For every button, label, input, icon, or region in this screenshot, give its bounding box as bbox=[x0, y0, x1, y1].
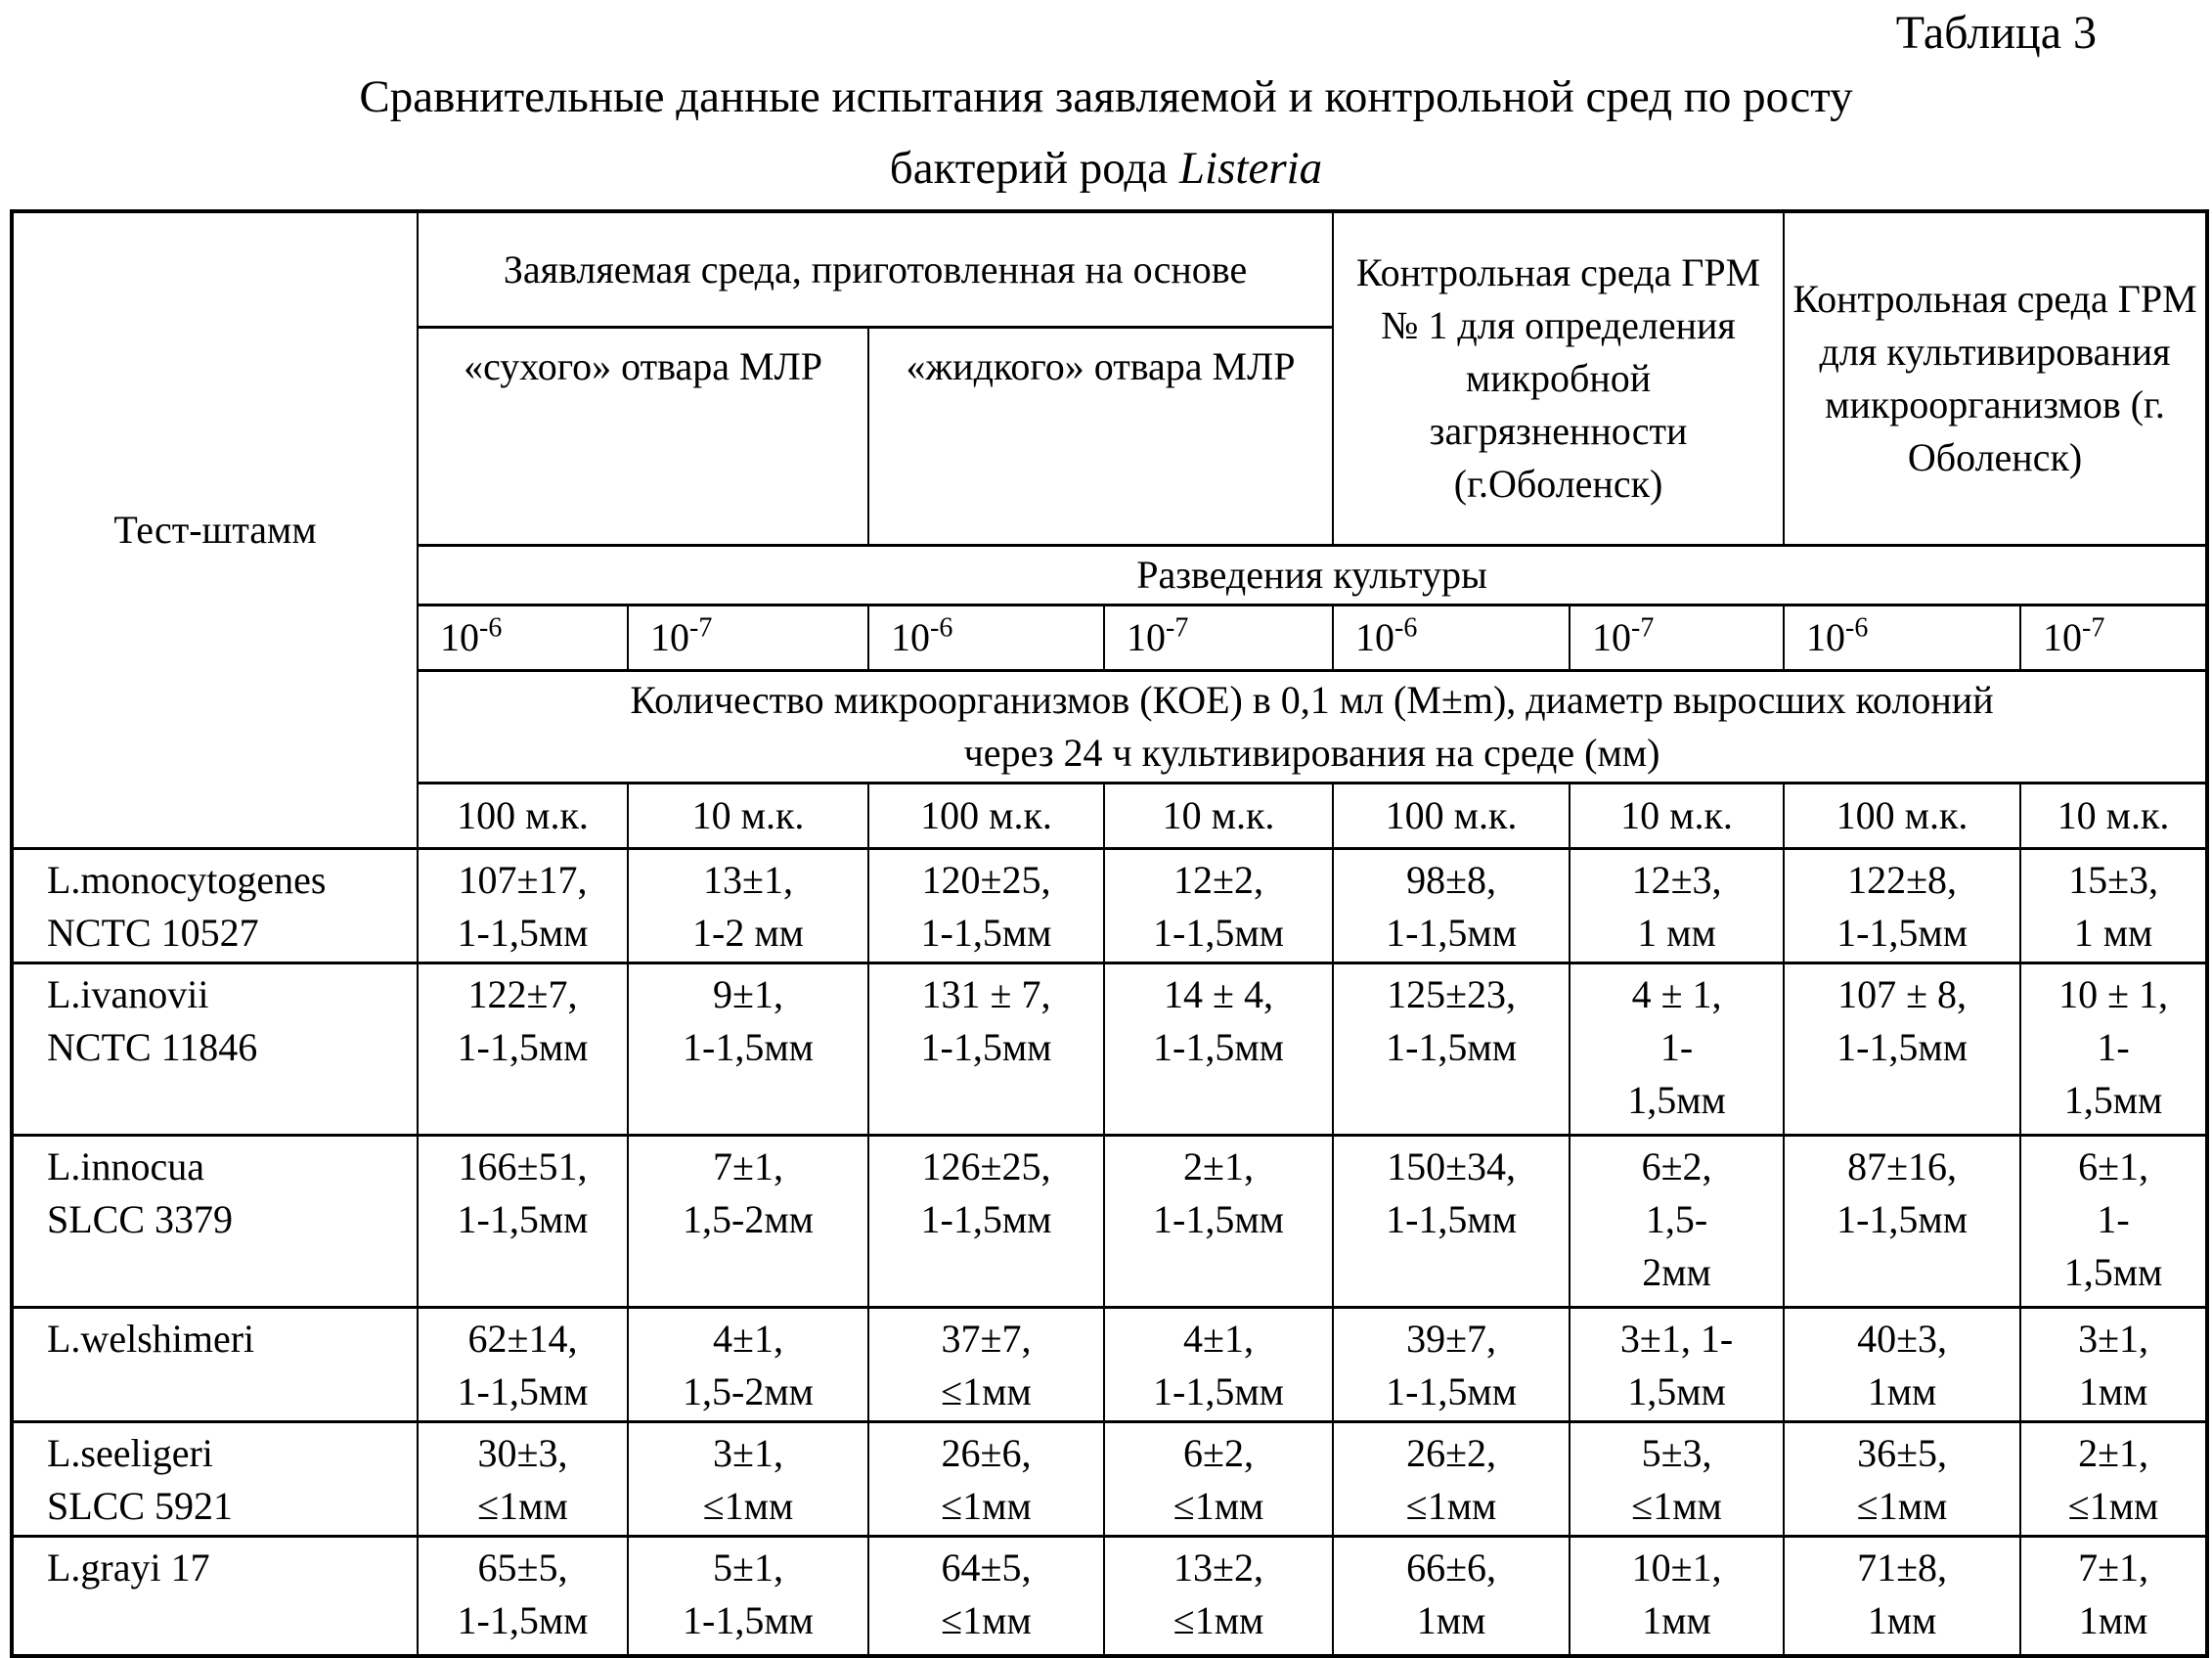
value-line: 13±1, bbox=[703, 857, 793, 902]
value-line: 1-1,5мм bbox=[1386, 910, 1518, 955]
strain-line: SLCC 3379 bbox=[47, 1196, 234, 1241]
strain-line: NCTC 10527 bbox=[47, 910, 259, 955]
value-cell bbox=[628, 963, 868, 1135]
value-line: 39±7, bbox=[1406, 1316, 1497, 1361]
value-line: 1-1,5мм bbox=[1386, 1368, 1518, 1413]
value-cell bbox=[868, 1421, 1104, 1536]
value-line: ≤1мм bbox=[941, 1483, 1032, 1528]
value-line: ≤1мм bbox=[2067, 1483, 2159, 1528]
value-cell bbox=[1104, 1536, 1333, 1656]
value-line: 1 мм bbox=[1637, 910, 1716, 955]
dilution-exponent: -7 bbox=[1166, 612, 1189, 644]
value-line: ≤1мм bbox=[1172, 1483, 1264, 1528]
value-line: 40±3, bbox=[1857, 1316, 1948, 1361]
value-cell bbox=[1333, 1135, 1570, 1307]
value-line: 7±1, bbox=[2078, 1545, 2149, 1590]
value-line: 122±7, bbox=[467, 971, 578, 1016]
value-cell bbox=[2020, 848, 2207, 963]
value-cell bbox=[628, 848, 868, 963]
value-line: 87±16, bbox=[1847, 1143, 1958, 1188]
value-line: 1-1,5мм bbox=[457, 1597, 589, 1642]
value-cell bbox=[628, 1421, 868, 1536]
value-cell bbox=[628, 1536, 868, 1656]
value-line: 36±5, bbox=[1857, 1430, 1948, 1475]
strain-cell bbox=[12, 1421, 418, 1536]
value-line: ≤1мм bbox=[1856, 1483, 1948, 1528]
dilution-base: 10 bbox=[1806, 614, 1846, 659]
strain-line: NCTC 11846 bbox=[47, 1024, 258, 1069]
value-line: 6±2, bbox=[1183, 1430, 1254, 1475]
value-cell bbox=[868, 848, 1104, 963]
value-line: 65±5, bbox=[477, 1545, 568, 1590]
dose-header-cell: 10 м.к. bbox=[628, 783, 868, 848]
dose-header-cell: 100 м.к. bbox=[868, 783, 1104, 848]
value-line: 2мм bbox=[1642, 1249, 1711, 1294]
value-cell bbox=[418, 1536, 628, 1656]
value-line: 120±25, bbox=[921, 857, 1051, 902]
table-title bbox=[0, 62, 2212, 204]
table-row bbox=[12, 963, 2207, 1135]
dilution-base: 10 bbox=[650, 614, 689, 659]
strain-cell bbox=[12, 1307, 418, 1421]
value-line: ≤1мм bbox=[1631, 1483, 1722, 1528]
value-cell bbox=[868, 1135, 1104, 1307]
value-line: 1-1,5мм bbox=[1386, 1024, 1518, 1069]
value-cell bbox=[1333, 963, 1570, 1135]
dilution-cell bbox=[1784, 605, 2020, 670]
table-title-line1: Сравнительные данные испытания заявляемой и контрольной сред по росту bbox=[359, 70, 1853, 122]
value-line: 1- bbox=[2097, 1024, 2130, 1069]
dilution-exponent: -6 bbox=[930, 612, 953, 644]
value-line: 1-1,5мм bbox=[457, 1024, 589, 1069]
value-line: ≤1мм bbox=[941, 1597, 1032, 1642]
value-cell bbox=[1784, 1307, 2020, 1421]
value-cell bbox=[1570, 1307, 1784, 1421]
strain-cell bbox=[12, 963, 418, 1135]
value-line: 5±3, bbox=[1641, 1430, 1712, 1475]
value-line: 26±2, bbox=[1406, 1430, 1497, 1475]
value-line: 71±8, bbox=[1857, 1545, 1948, 1590]
value-cell bbox=[1784, 963, 2020, 1135]
dilution-cell bbox=[2020, 605, 2207, 670]
strain-cell bbox=[12, 1536, 418, 1656]
value-cell bbox=[1570, 1135, 1784, 1307]
dilution-base: 10 bbox=[2043, 614, 2083, 659]
value-line: 1-1,5мм bbox=[1836, 910, 1969, 955]
dilution-cell bbox=[1104, 605, 1333, 670]
value-line: 1-1,5мм bbox=[1386, 1196, 1518, 1241]
value-line: 1-1,5мм bbox=[1153, 1196, 1284, 1241]
value-cell bbox=[1333, 848, 1570, 963]
value-line: 131 ± 7, bbox=[921, 971, 1051, 1016]
value-cell bbox=[1784, 1421, 2020, 1536]
value-line: 37±7, bbox=[941, 1316, 1032, 1361]
value-line: 1-1,5мм bbox=[683, 1024, 814, 1069]
value-line: 1мм bbox=[1867, 1597, 1937, 1642]
strain-line: L.ivanovii bbox=[47, 971, 209, 1016]
header-row-groups bbox=[12, 211, 2207, 327]
dilution-cell bbox=[1333, 605, 1570, 670]
dilution-cell bbox=[868, 605, 1104, 670]
value-cell bbox=[2020, 1135, 2207, 1307]
dilution-exponent: -7 bbox=[689, 612, 713, 644]
value-line: 1,5- bbox=[1645, 1196, 1708, 1241]
strain-cell bbox=[12, 848, 418, 963]
value-line: 15±3, bbox=[2068, 857, 2159, 902]
value-cell bbox=[1570, 848, 1784, 963]
table-title-line2 bbox=[0, 133, 2212, 204]
value-line: 1-1,5мм bbox=[683, 1597, 814, 1642]
value-cell bbox=[868, 1307, 1104, 1421]
subgroup-header-dry-broth: «сухого» отвара МЛР bbox=[418, 327, 868, 545]
value-line: 1-1,5мм bbox=[1153, 1024, 1284, 1069]
cfu-title-cell bbox=[418, 670, 2207, 783]
value-line: 1-1,5мм bbox=[1836, 1196, 1969, 1241]
value-line: 150±34, bbox=[1387, 1143, 1517, 1188]
value-line: 3±1, bbox=[713, 1430, 783, 1475]
value-line: ≤1мм bbox=[702, 1483, 794, 1528]
value-line: 1-1,5мм bbox=[920, 1196, 1052, 1241]
dilution-base: 10 bbox=[891, 614, 930, 659]
value-line: 6±2, bbox=[1641, 1143, 1712, 1188]
dilution-exponent: -6 bbox=[1845, 612, 1869, 644]
value-line: 125±23, bbox=[1387, 971, 1517, 1016]
dilution-exponent: -6 bbox=[1394, 612, 1418, 644]
value-line: ≤1мм bbox=[1405, 1483, 1497, 1528]
value-line: 1мм bbox=[1867, 1368, 1937, 1413]
value-cell bbox=[1570, 1536, 1784, 1656]
strain-line: L.innocua bbox=[47, 1143, 205, 1188]
value-cell bbox=[628, 1135, 868, 1307]
value-cell bbox=[628, 1307, 868, 1421]
value-line: 6±1, bbox=[2078, 1143, 2149, 1188]
value-cell bbox=[1104, 1421, 1333, 1536]
test-strain-header-cell: Тест-штамм bbox=[12, 211, 418, 848]
table-body bbox=[12, 211, 2207, 1656]
data-table bbox=[10, 209, 2209, 1658]
strain-cell bbox=[12, 1135, 418, 1307]
value-cell bbox=[1104, 1307, 1333, 1421]
value-line: 1,5-2мм bbox=[683, 1368, 814, 1413]
table-number: Таблица 3 bbox=[1895, 7, 2097, 59]
value-cell bbox=[2020, 1536, 2207, 1656]
value-line: 9±1, bbox=[713, 971, 783, 1016]
strain-line: L.seeligeri bbox=[47, 1430, 213, 1475]
strain-line: SLCC 5921 bbox=[47, 1483, 234, 1528]
value-cell bbox=[1104, 848, 1333, 963]
value-cell bbox=[418, 1307, 628, 1421]
value-line: 1-1,5мм bbox=[1836, 1024, 1969, 1069]
value-line: ≤1мм bbox=[941, 1368, 1032, 1413]
value-cell bbox=[2020, 1307, 2207, 1421]
value-line: 1-1,5мм bbox=[1153, 1368, 1284, 1413]
value-cell bbox=[868, 963, 1104, 1135]
value-cell bbox=[1570, 963, 1784, 1135]
value-line: 122±8, bbox=[1847, 857, 1958, 902]
dilution-exponent: -6 bbox=[479, 612, 503, 644]
table-row bbox=[12, 1135, 2207, 1307]
strain-line: L.welshimeri bbox=[47, 1316, 255, 1361]
value-cell bbox=[418, 963, 628, 1135]
value-line: 3±1, bbox=[2078, 1316, 2149, 1361]
value-line: 126±25, bbox=[921, 1143, 1051, 1188]
value-line: 107±17, bbox=[458, 857, 588, 902]
dose-header-cell: 100 м.к. bbox=[418, 783, 628, 848]
value-cell bbox=[418, 848, 628, 963]
value-line: 1-1,5мм bbox=[457, 910, 589, 955]
value-line: 1,5мм bbox=[1627, 1368, 1726, 1413]
cfu-title-line1: Количество микроорганизмов (КОЕ) в 0,1 мл (M±m), диаметр выросших колоний bbox=[630, 677, 1994, 722]
value-line: 14 ± 4, bbox=[1164, 971, 1273, 1016]
value-line: 12±3, bbox=[1631, 857, 1722, 902]
value-line: 12±2, bbox=[1173, 857, 1263, 902]
value-line: 1- bbox=[2097, 1196, 2130, 1241]
subgroup-header-liquid-broth: «жидкого» отвара МЛР bbox=[868, 327, 1333, 545]
value-cell bbox=[1333, 1536, 1570, 1656]
value-line: 1мм bbox=[1642, 1597, 1711, 1642]
table-row bbox=[12, 848, 2207, 963]
value-line: 98±8, bbox=[1406, 857, 1497, 902]
value-cell bbox=[2020, 963, 2207, 1135]
value-line: 1-1,5мм bbox=[457, 1196, 589, 1241]
dilution-base: 10 bbox=[1127, 614, 1166, 659]
dilution-base: 10 bbox=[1592, 614, 1632, 659]
value-line: 4±1, bbox=[713, 1316, 783, 1361]
value-cell bbox=[1784, 848, 2020, 963]
dose-header-cell: 10 м.к. bbox=[1104, 783, 1333, 848]
strain-line: L.grayi 17 bbox=[47, 1545, 210, 1590]
value-cell bbox=[1104, 1135, 1333, 1307]
value-cell bbox=[1333, 1307, 1570, 1421]
dilution-base: 10 bbox=[440, 614, 479, 659]
value-line: 64±5, bbox=[941, 1545, 1032, 1590]
value-line: ≤1мм bbox=[1172, 1597, 1264, 1642]
value-line: 30±3, bbox=[477, 1430, 568, 1475]
value-line: 62±14, bbox=[467, 1316, 578, 1361]
dilution-cell bbox=[418, 605, 628, 670]
value-line: 2±1, bbox=[2078, 1430, 2149, 1475]
value-line: 1мм bbox=[2078, 1597, 2148, 1642]
value-line: 1- bbox=[1659, 1024, 1694, 1069]
value-cell bbox=[418, 1135, 628, 1307]
group-header-control-grm1: Контрольная среда ГРМ № 1 для определения микробной загрязненности (г.Оболенск) bbox=[1333, 211, 1784, 545]
value-line: 10 ± 1, bbox=[2058, 971, 2169, 1016]
value-line: 1,5мм bbox=[2063, 1249, 2163, 1294]
value-line: 26±6, bbox=[941, 1430, 1032, 1475]
value-line: ≤1мм bbox=[477, 1483, 568, 1528]
dilution-exponent: -7 bbox=[1631, 612, 1655, 644]
dose-header-cell: 100 м.к. bbox=[1333, 783, 1570, 848]
value-line: 1мм bbox=[2078, 1368, 2148, 1413]
value-cell bbox=[1333, 1421, 1570, 1536]
value-line: 1мм bbox=[1416, 1597, 1486, 1642]
value-line: 1-1,5мм bbox=[457, 1368, 589, 1413]
dose-header-cell: 10 м.к. bbox=[1570, 783, 1784, 848]
table-title-genus: Listeria bbox=[1178, 142, 1323, 194]
value-line: 1 мм bbox=[2073, 910, 2153, 955]
value-line: 4±1, bbox=[1183, 1316, 1254, 1361]
value-line: 1-1,5мм bbox=[1153, 910, 1284, 955]
value-line: 10±1, bbox=[1631, 1545, 1722, 1590]
dilution-cell bbox=[1570, 605, 1784, 670]
table-row bbox=[12, 1307, 2207, 1421]
table-row bbox=[12, 1536, 2207, 1656]
value-cell bbox=[868, 1536, 1104, 1656]
value-line: 1-1,5мм bbox=[920, 910, 1052, 955]
value-line: 1,5мм bbox=[1627, 1077, 1726, 1122]
value-line: 107 ± 8, bbox=[1837, 971, 1968, 1016]
strain-line: L.monocytogenes bbox=[47, 857, 327, 902]
dose-header-cell: 10 м.к. bbox=[2020, 783, 2207, 848]
value-cell bbox=[1104, 963, 1333, 1135]
cfu-title-line2: через 24 ч культивирования на среде (мм) bbox=[963, 730, 1660, 775]
value-cell bbox=[418, 1421, 628, 1536]
value-cell bbox=[1784, 1135, 2020, 1307]
value-cell bbox=[2020, 1421, 2207, 1536]
value-line: 166±51, bbox=[458, 1143, 588, 1188]
table-row bbox=[12, 1421, 2207, 1536]
group-header-control-grm-cult: Контрольная среда ГРМ для культивирования микроорганизмов (г. Оболенск) bbox=[1784, 211, 2207, 545]
dilution-base: 10 bbox=[1355, 614, 1395, 659]
value-line: 7±1, bbox=[713, 1143, 783, 1188]
value-line: 4 ± 1, bbox=[1631, 971, 1722, 1016]
group-header-claimed-medium: Заявляемая среда, приготовленная на основе bbox=[418, 211, 1333, 327]
dilution-exponent: -7 bbox=[2082, 612, 2105, 644]
dilution-title-cell: Разведения культуры bbox=[418, 545, 2207, 605]
value-line: 5±1, bbox=[713, 1545, 783, 1590]
value-line: 1,5-2мм bbox=[683, 1196, 814, 1241]
value-line: 2±1, bbox=[1183, 1143, 1254, 1188]
dilution-cell bbox=[628, 605, 868, 670]
value-line: 3±1, 1- bbox=[1619, 1316, 1734, 1361]
value-cell bbox=[1570, 1421, 1784, 1536]
value-line: 1-2 мм bbox=[692, 910, 804, 955]
table-title-line2-prefix: бактерий рода bbox=[889, 142, 1179, 194]
dose-header-cell: 100 м.к. bbox=[1784, 783, 2020, 848]
value-line: 1-1,5мм bbox=[920, 1024, 1052, 1069]
value-line: 13±2, bbox=[1173, 1545, 1263, 1590]
value-line: 66±6, bbox=[1406, 1545, 1497, 1590]
value-line: 1,5мм bbox=[2063, 1077, 2163, 1122]
value-cell bbox=[1784, 1536, 2020, 1656]
